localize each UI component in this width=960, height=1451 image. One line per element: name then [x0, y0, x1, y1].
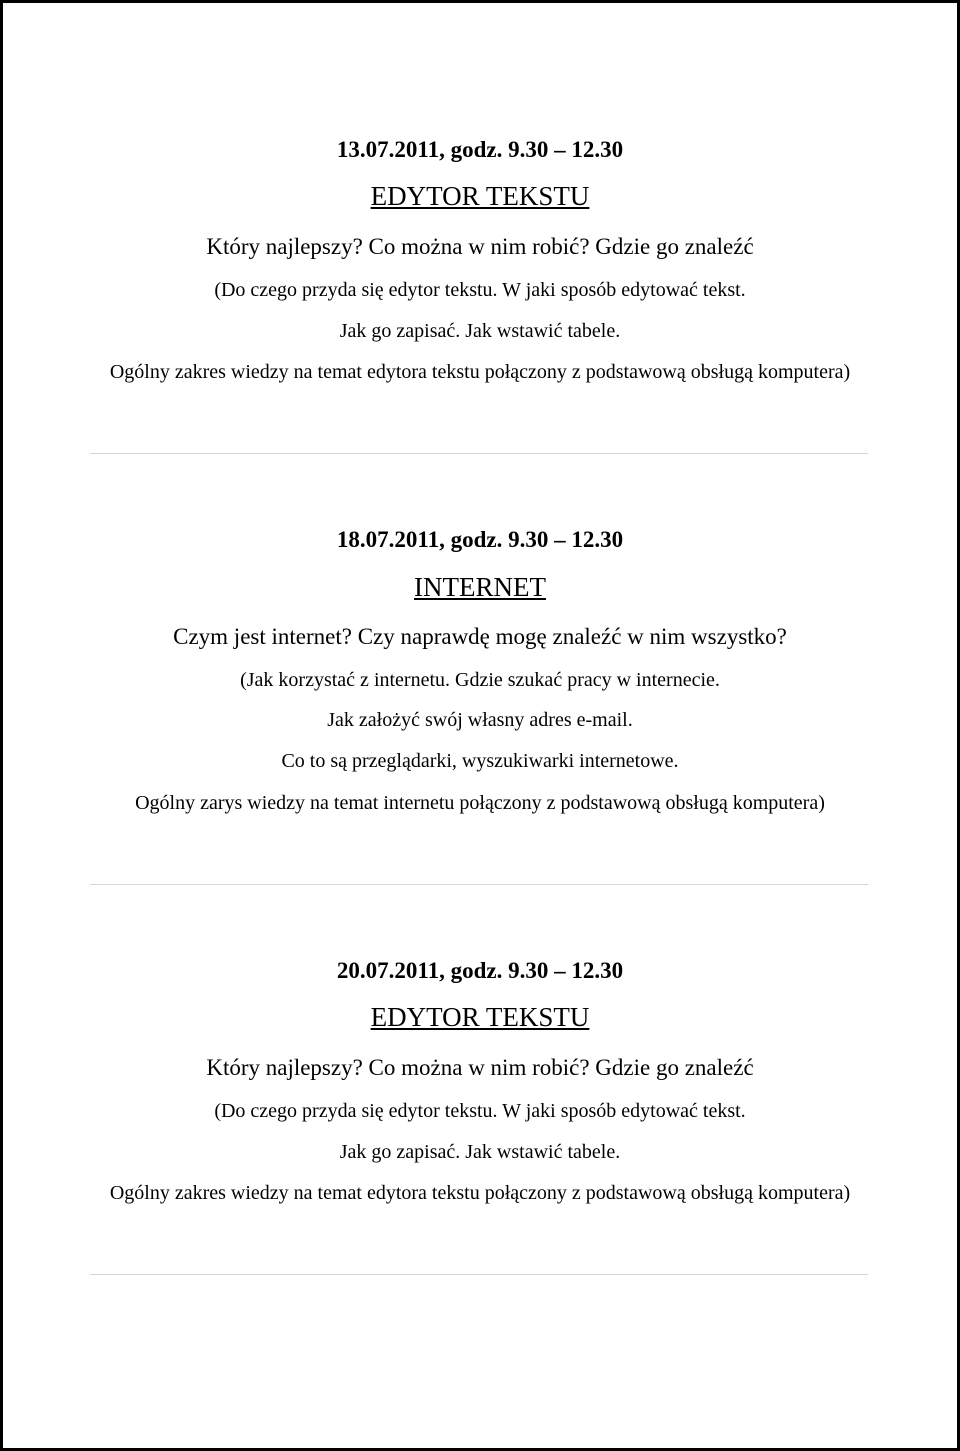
- session-1-title: EDYTOR TEKSTU: [370, 181, 590, 211]
- section-divider-3: [90, 1274, 868, 1275]
- session-2-date: 18.07.2011, godz. 9.30 – 12.30: [336, 527, 624, 552]
- session-2-title: INTERNET: [414, 572, 546, 602]
- session-3-detail-1: (Do czego przyda się edytor tekstu. W jaki sposób edytować tekst.: [214, 1100, 746, 1122]
- session-2-detail-1: (Jak korzystać z internetu. Gdzie szukać pracy w internecie.: [240, 669, 720, 691]
- session-2-question: Czym jest internet? Czy naprawdę mogę znaleźć w nim wszystko?: [173, 624, 787, 649]
- section-divider-2: [90, 884, 868, 885]
- session-2-detail-3: Co to są przeglądarki, wyszukiwarki internetowe.: [281, 750, 679, 772]
- session-1-question: Który najlepszy? Co można w nim robić? Gdzie go znaleźć: [206, 234, 754, 259]
- section-divider-1: [90, 453, 868, 454]
- session-3-detail-2: Jak go zapisać. Jak wstawić tabele.: [339, 1141, 621, 1163]
- session-3-title: EDYTOR TEKSTU: [370, 1002, 590, 1032]
- session-1-detail-3: Ogólny zakres wiedzy na temat edytora tekstu połączony z podstawową obsługą komputera): [109, 361, 851, 383]
- session-3-date: 20.07.2011, godz. 9.30 – 12.30: [336, 958, 624, 983]
- session-3-detail-3: Ogólny zakres wiedzy na temat edytora tekstu połączony z podstawową obsługą komputera): [109, 1182, 851, 1204]
- session-2-detail-2: Jak założyć swój własny adres e-mail.: [327, 709, 633, 731]
- session-3-question: Który najlepszy? Co można w nim robić? Gdzie go znaleźć: [206, 1055, 754, 1080]
- session-1-detail-1: (Do czego przyda się edytor tekstu. W jaki sposób edytować tekst.: [214, 279, 746, 301]
- session-1-date: 13.07.2011, godz. 9.30 – 12.30: [336, 137, 624, 162]
- session-1-detail-2: Jak go zapisać. Jak wstawić tabele.: [339, 320, 621, 342]
- session-2-detail-4: Ogólny zarys wiedzy na temat internetu połączony z podstawową obsługą komputera): [135, 792, 825, 814]
